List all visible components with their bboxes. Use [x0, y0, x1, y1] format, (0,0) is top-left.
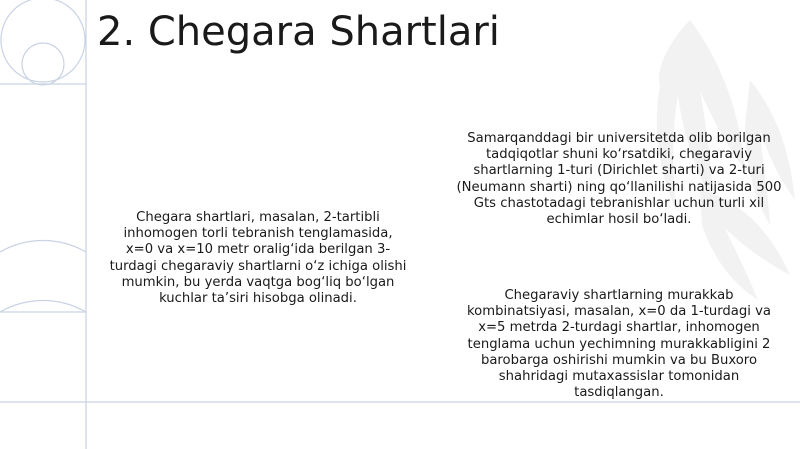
decor-arch-lower — [0, 300, 86, 312]
right-bottom-paragraph: Chegaraviy shartlarning murakkab kombinatsiyasi, masalan, x=0 da 1-turdagi va x=5 metrda 2-turdagi shartlar, inhomogen tenglama uchun yechimning murakkabligini 2 barobarga oshirishi mumkin va bu Buxoro shahridagi mutaxassislar tomonidan tasdiqlangan. — [467, 288, 771, 401]
right-top-paragraph: Samarqanddagi bir universitetda olib borilgan tadqiqotlar shuni ko‘rsatdiki, chegaraviy shartlarning 1-turi (Dirichlet sharti) va 2-turi (Neumann sharti) ning qo‘llanilishi natijasida 500 Gts chastotadagi tebranishlar uchun turli xil echimlar hosil bo‘ladi. — [456, 131, 782, 228]
decor-circle-small — [22, 43, 64, 85]
decor-arch-upper — [0, 240, 86, 252]
slide-title: 2. Chegara Shartlari — [97, 9, 500, 55]
decor-circle-large — [1, 0, 85, 82]
left-paragraph: Chegara shartlari, masalan, 2-tartibli inhomogen torli tebranish tenglamasida, x=0 va x=10 metr oralig‘ida berilgan 3-turdagi chegaraviy shartlarni o‘z ichiga olishi mumkin, bu yerda vaqtga bog‘liq bo‘lgan kuchlar ta’siri hisobga olinadi. — [109, 210, 407, 307]
